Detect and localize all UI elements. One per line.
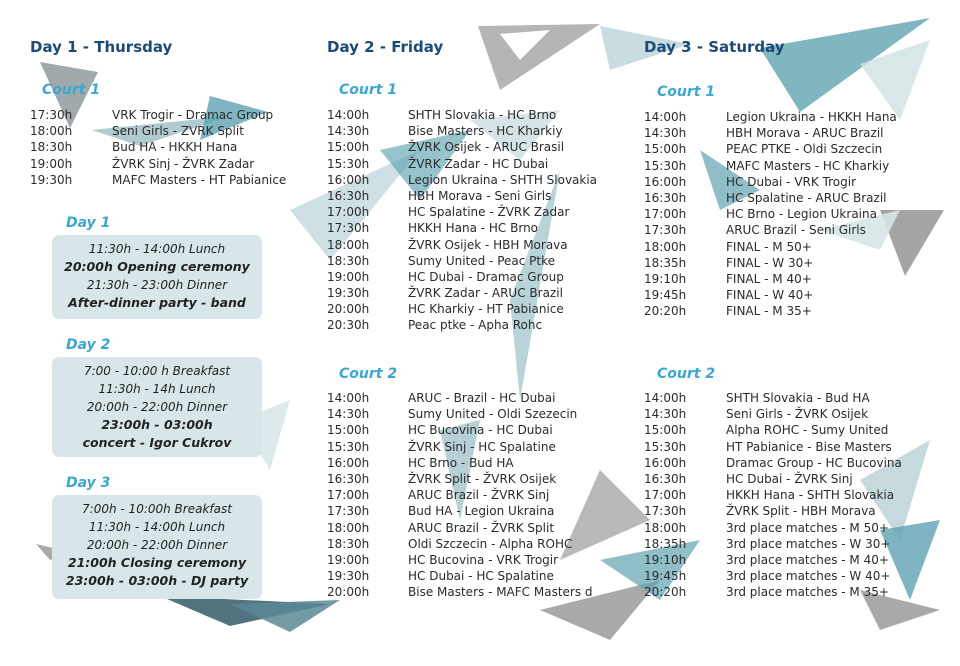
match-row — [644, 271, 897, 287]
match-row — [644, 455, 902, 471]
match-time: 16:00h — [327, 455, 370, 470]
match-time: 19:00h — [327, 552, 370, 567]
day2-court2-title: Court 2 — [339, 366, 398, 382]
match-time: 20:30h — [327, 318, 370, 333]
match-row — [327, 285, 597, 301]
match-row — [644, 406, 902, 422]
match-teams: Dramac Group - HC Bucovina — [726, 455, 902, 470]
match-time: 18:00h — [327, 520, 370, 535]
match-teams: HBH Morava - ARUC Brazil — [726, 126, 884, 141]
match-teams: ŽVRK Split - ŽVRK Osijek — [408, 471, 557, 486]
match-time: 17:30h — [30, 108, 73, 122]
match-teams: 3rd place matches - W 30+ — [726, 536, 891, 551]
match-teams: Alpha ROHC - Sumy United — [726, 423, 889, 438]
match-time: 17:00h — [644, 207, 687, 222]
day2-court1-schedule — [327, 107, 597, 334]
match-teams: ŽVRK Zadar - HC Dubai — [408, 156, 549, 171]
match-time: 17:30h — [327, 221, 370, 236]
match-row — [644, 190, 897, 206]
day2-court1-title: Court 1 — [339, 82, 398, 98]
match-time: 18:30h — [30, 140, 73, 155]
match-teams: Bise Masters - MAFC Masters d — [408, 585, 593, 600]
match-row — [644, 158, 897, 174]
match-teams: FINAL - W 40+ — [726, 288, 814, 303]
program-day3-title: Day 3 — [66, 475, 111, 491]
match-time: 14:30h — [644, 407, 687, 422]
match-teams: 3rd place matches - M 40+ — [726, 552, 889, 567]
match-row — [327, 253, 597, 269]
match-teams: ARUC Brazil - ŽVRK Split — [408, 520, 555, 535]
program-day1-box — [52, 235, 262, 319]
match-time: 20:00h — [327, 302, 370, 317]
match-time: 16:00h — [644, 455, 687, 470]
match-time: 18:00h — [30, 124, 73, 139]
program-day1-title: Day 1 — [66, 215, 111, 231]
match-teams: VRK Trogir - Dramac Group — [112, 108, 274, 122]
day3-court1-title: Court 1 — [657, 84, 716, 100]
match-row — [327, 204, 597, 220]
match-time: 18:30h — [327, 253, 370, 268]
match-time: 18:00h — [327, 237, 370, 252]
match-time: 18:35h — [644, 536, 687, 551]
match-row — [327, 220, 597, 236]
match-row — [644, 125, 897, 141]
match-teams: ARUC - Brazil - HC Dubai — [408, 391, 556, 405]
match-time: 15:00h — [644, 423, 687, 438]
match-row — [327, 584, 593, 600]
match-time: 19:30h — [30, 172, 73, 187]
match-row — [327, 156, 597, 172]
day3-court1-schedule — [644, 109, 897, 319]
day2-title: Day 2 - Friday — [327, 38, 444, 56]
match-row — [644, 239, 897, 255]
program-line: 20:00h - 22:00h Dinner — [86, 538, 228, 552]
match-row — [30, 107, 286, 123]
match-row — [327, 139, 597, 155]
match-teams: Peac ptke - Apha Rohc — [408, 318, 543, 333]
match-time: 16:30h — [644, 190, 687, 205]
match-row — [644, 109, 897, 125]
match-time: 14:30h — [327, 407, 370, 422]
match-teams: HC Bucovina - VRK Trogir — [408, 552, 559, 567]
day2-court2-schedule — [327, 390, 593, 600]
match-row — [30, 139, 286, 155]
match-row — [327, 301, 597, 317]
match-row — [327, 520, 593, 536]
program-line: concert - Igor Cukrov — [82, 435, 232, 450]
match-teams: Seni Girls - ŽVRK Osijek — [726, 407, 869, 422]
match-teams: HC Dubai - Dramac Group — [408, 269, 564, 284]
match-time: 15:30h — [644, 439, 687, 454]
match-teams: Bise Masters - HC Kharkiy — [408, 124, 563, 139]
match-teams: HC Dubai - ŽVRK Sinj — [726, 471, 853, 486]
program-line: 11:30h - 14:00h Lunch — [88, 242, 226, 256]
match-row — [644, 503, 902, 519]
match-teams: HC Bucovina - HC Dubai — [408, 423, 553, 438]
match-teams: HT Pabianice - Bise Masters — [726, 439, 892, 454]
match-teams: SHTH Slovakia - HC Brno — [408, 108, 557, 122]
match-row — [327, 107, 597, 123]
match-teams: ARUC Brazil - ŽVRK Sinj — [408, 488, 550, 503]
match-row — [644, 141, 897, 157]
match-row — [327, 439, 593, 455]
program-line: After-dinner party - band — [68, 295, 246, 310]
program-line: 7:00h - 10:00h Breakfast — [82, 502, 232, 516]
match-time: 18:00h — [644, 239, 687, 254]
match-time: 18:35h — [644, 255, 687, 270]
match-teams: HKKH Hana - HC Brno — [408, 221, 539, 236]
match-teams: HBH Morava - Seni Girls — [408, 188, 552, 203]
match-teams: HC Spalatine - ARUC Brazil — [726, 190, 887, 205]
match-teams: 3rd place matches - M 35+ — [726, 585, 889, 600]
day1-court1-title: Court 1 — [42, 82, 101, 98]
match-row — [644, 174, 897, 190]
match-row — [327, 471, 593, 487]
match-row — [644, 222, 897, 238]
match-row — [327, 568, 593, 584]
match-teams: ARUC Brazil - Seni Girls — [726, 223, 866, 238]
program-line: 11:30h - 14:00h Lunch — [88, 520, 226, 534]
match-teams: HC Brno - Bud HA — [408, 455, 514, 470]
match-teams: HC Brno - Legion Ukraina — [726, 207, 877, 222]
match-time: 16:30h — [327, 471, 370, 486]
match-teams: FINAL - M 40+ — [726, 271, 812, 286]
match-time: 14:30h — [327, 124, 370, 139]
match-teams: Legion Ukraina - SHTH Slovakia — [408, 172, 598, 187]
match-time: 17:00h — [644, 488, 687, 503]
match-teams: HKKH Hana - SHTH Slovakia — [726, 488, 895, 503]
match-time: 17:00h — [327, 205, 370, 220]
match-teams: 3rd place matches - M 50+ — [726, 520, 889, 535]
match-time: 20:00h — [327, 585, 370, 600]
match-time: 19:00h — [327, 269, 370, 284]
match-row — [327, 503, 593, 519]
match-time: 16:00h — [644, 174, 687, 189]
match-teams: Bud HA - HKKH Hana — [112, 140, 238, 155]
program-line: 20:00h - 22:00h Dinner — [86, 400, 228, 414]
match-time: 16:30h — [327, 188, 370, 203]
match-row — [327, 487, 593, 503]
match-time: 18:00h — [644, 520, 687, 535]
program-line: 21:00h Closing ceremony — [67, 555, 247, 570]
match-row — [644, 439, 902, 455]
program-line: 7:00 - 10:00 h Breakfast — [83, 364, 231, 378]
program-line: 21:30h - 23:00h Dinner — [86, 278, 228, 292]
match-row — [327, 269, 597, 285]
match-time: 17:30h — [327, 504, 370, 519]
match-teams: HC Kharkiy - HT Pabianice — [408, 302, 564, 317]
match-teams: Bud HA - Legion Ukraina — [408, 504, 555, 519]
match-row — [644, 471, 902, 487]
match-row — [644, 584, 902, 600]
match-row — [644, 255, 897, 271]
match-time: 19:45h — [644, 288, 687, 303]
match-teams: FINAL - W 30+ — [726, 255, 814, 270]
program-day2-title: Day 2 — [66, 337, 111, 353]
match-time: 14:00h — [644, 391, 687, 405]
match-time: 14:00h — [327, 391, 370, 405]
match-teams: 3rd place matches - W 40+ — [726, 569, 891, 584]
match-teams: Legion Ukraina - HKKH Hana — [726, 110, 897, 124]
match-time: 19:30h — [327, 569, 370, 584]
match-time: 17:30h — [644, 223, 687, 238]
match-time: 19:00h — [30, 156, 73, 171]
day3-court2-schedule — [644, 390, 902, 600]
match-time: 14:00h — [644, 110, 687, 124]
match-teams: ŽVRK Osijek - HBH Morava — [408, 237, 568, 252]
match-teams: FINAL - M 50+ — [726, 239, 812, 254]
program-day3-box — [52, 495, 262, 599]
match-teams: ŽVRK Sinj - HC Spalatine — [408, 439, 556, 454]
match-teams: Seni Girls - ZVRK Split — [112, 124, 244, 139]
day3-court2-title: Court 2 — [657, 366, 716, 382]
match-row — [327, 422, 593, 438]
match-time: 19:10h — [644, 552, 687, 567]
match-row — [30, 156, 286, 172]
match-row — [327, 536, 593, 552]
match-time: 16:00h — [327, 172, 370, 187]
match-row — [30, 123, 286, 139]
match-time: 16:30h — [644, 471, 687, 486]
match-time: 17:00h — [327, 488, 370, 503]
match-row — [644, 390, 902, 406]
program-line: 11:30h - 14h Lunch — [98, 382, 216, 396]
match-row — [327, 390, 593, 406]
program-line: 23:00h - 03:00h - DJ party — [65, 573, 249, 588]
match-teams: FINAL - M 35+ — [726, 304, 812, 319]
match-time: 14:30h — [644, 126, 687, 141]
match-row — [644, 487, 902, 503]
match-teams: Sumy United - Oldi Szezecin — [408, 407, 578, 422]
match-teams: HC Dubai - VRK Trogir — [726, 174, 857, 189]
match-row — [644, 536, 902, 552]
match-time: 15:00h — [327, 423, 370, 438]
match-row — [644, 520, 902, 536]
program-day2-box — [52, 357, 262, 457]
day1-title: Day 1 - Thursday — [30, 38, 173, 56]
match-teams: MAFC Masters - HC Kharkiy — [726, 158, 890, 173]
match-time: 20:20h — [644, 304, 687, 319]
program-line: 20:00h Opening ceremony — [64, 259, 250, 274]
match-teams: Oldi Szczecin - Alpha ROHC — [408, 536, 573, 551]
match-row — [644, 206, 897, 222]
match-row — [644, 287, 897, 303]
match-teams: ŽVRK Sinj - ŽVRK Zadar — [112, 156, 255, 171]
match-row — [327, 317, 597, 333]
match-teams: MAFC Masters - HT Pabianice — [112, 172, 287, 187]
match-row — [327, 552, 593, 568]
match-row — [644, 303, 897, 319]
match-teams: HC Dubai - HC Spalatine — [408, 569, 554, 584]
match-time: 15:30h — [327, 439, 370, 454]
match-time: 15:00h — [644, 142, 687, 157]
match-row — [30, 172, 286, 188]
day3-title: Day 3 - Saturday — [644, 38, 785, 56]
match-row — [644, 422, 902, 438]
match-time: 19:45h — [644, 569, 687, 584]
match-row — [327, 123, 597, 139]
match-teams: Sumy United - Peac Ptke — [408, 253, 556, 268]
match-row — [644, 568, 902, 584]
match-time: 15:30h — [644, 158, 687, 173]
match-teams: SHTH Slovakia - Bud HA — [726, 391, 870, 405]
match-time: 19:30h — [327, 286, 370, 301]
match-teams: HC Spalatine - ŽVRK Zadar — [408, 205, 570, 220]
match-row — [327, 406, 593, 422]
match-row — [644, 552, 902, 568]
match-time: 20:20h — [644, 585, 687, 600]
match-teams: ŽVRK Zadar - ARUC Brazil — [408, 286, 563, 301]
match-time: 17:30h — [644, 504, 687, 519]
match-time: 19:10h — [644, 271, 687, 286]
match-time: 18:30h — [327, 536, 370, 551]
match-time: 15:30h — [327, 156, 370, 171]
match-row — [327, 188, 597, 204]
match-teams: ŽVRK Split - HBH Morava — [726, 504, 876, 519]
program-line: 23:00h - 03:00h — [101, 417, 213, 432]
match-teams: PEAC PTKE - Oldi Szczecin — [726, 142, 883, 157]
match-row — [327, 172, 597, 188]
match-time: 15:00h — [327, 140, 370, 155]
day1-court1-schedule — [30, 107, 286, 188]
match-teams: ŽVRK Osijek - ARUC Brasil — [408, 140, 565, 155]
match-row — [327, 455, 593, 471]
match-time: 14:00h — [327, 108, 370, 122]
match-row — [327, 237, 597, 253]
